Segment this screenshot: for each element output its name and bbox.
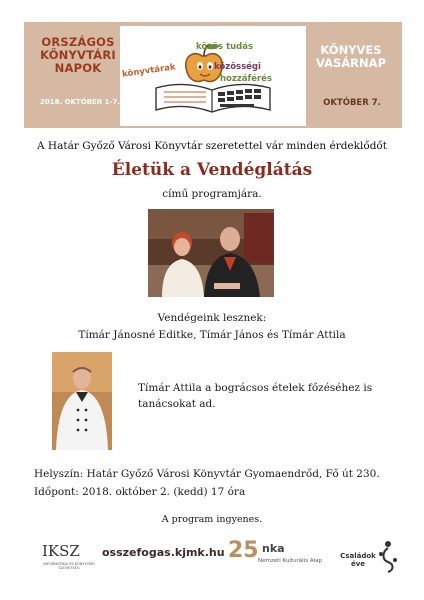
event-banner — [24, 22, 402, 128]
nka-logo-number: 25 — [228, 538, 259, 563]
banner-left-line: KÖNYVTÁRI — [40, 48, 116, 62]
csaladok-logo-line: Családok — [340, 552, 376, 560]
nka-logo-subtext: Nemzeti Kulturális Alap — [258, 558, 323, 564]
banner-logo — [120, 26, 306, 126]
banner-left-line: NAPOK — [54, 61, 102, 75]
nka-logo — [228, 540, 322, 572]
banner-right-date: OKTÓBER 7. — [323, 98, 381, 108]
attila-line: Tímár Attila a bográcsos ételek főzéséhez is — [138, 382, 373, 394]
attila-text — [138, 380, 388, 412]
banner-right-line: KÖNYVES — [320, 43, 382, 57]
banner-left-title — [30, 36, 126, 75]
nka-logo-text: nka — [262, 542, 285, 555]
banner-right-title — [306, 44, 396, 70]
guests-names: Tímár Jánosné Editke, Tímár János és Tímár Attila — [78, 329, 346, 341]
free-text: A program ingyenes. — [161, 514, 263, 525]
banner-word: közös tudás — [196, 42, 254, 52]
footer-logos — [0, 536, 424, 576]
website-link[interactable]: osszefogas.kjmk.hu — [102, 546, 225, 559]
guests-label: Vendégeink lesznek: — [157, 312, 267, 324]
csaladok-eve-logo — [338, 538, 400, 574]
banner-word: közösségi — [214, 62, 261, 72]
csaladok-logo-line: éve — [350, 560, 366, 568]
banner-left-line: ORSZÁGOS — [41, 35, 115, 49]
csaladok-logo-text — [340, 552, 376, 568]
banner-right-line: VASÁRNAP — [315, 56, 386, 70]
location-text: Helyszín: Határ Győző Városi Könyvtár Gyomaendrőd, Fő út 230. — [34, 468, 380, 480]
attila-line: tanácsokat ad. — [138, 398, 216, 410]
banner-left-date: 2018. OKTÓBER 1-7. — [40, 98, 120, 106]
iksz-logo-text: IKSZ — [42, 542, 80, 560]
banner-word: könyvtárak — [121, 62, 177, 80]
subtitle: című programjára. — [162, 188, 262, 200]
iksz-logo-subtext: INFORMATIKAI ÉS KÖNYVTÁRI SZÖVETSÉG — [43, 562, 95, 570]
time-text: Időpont: 2018. október 2. (kedd) 17 óra — [34, 486, 246, 498]
iksz-logo — [38, 540, 100, 572]
chef-photo — [52, 352, 112, 450]
page-title: Életük a Vendéglátás — [111, 160, 313, 180]
banner-word: hozzáférés — [220, 74, 273, 84]
couple-photo — [148, 209, 274, 297]
intro-text: A Határ Győző Városi Könyvtár szeretettel vár minden érdeklődőt — [37, 140, 387, 152]
family-icon — [376, 540, 400, 574]
